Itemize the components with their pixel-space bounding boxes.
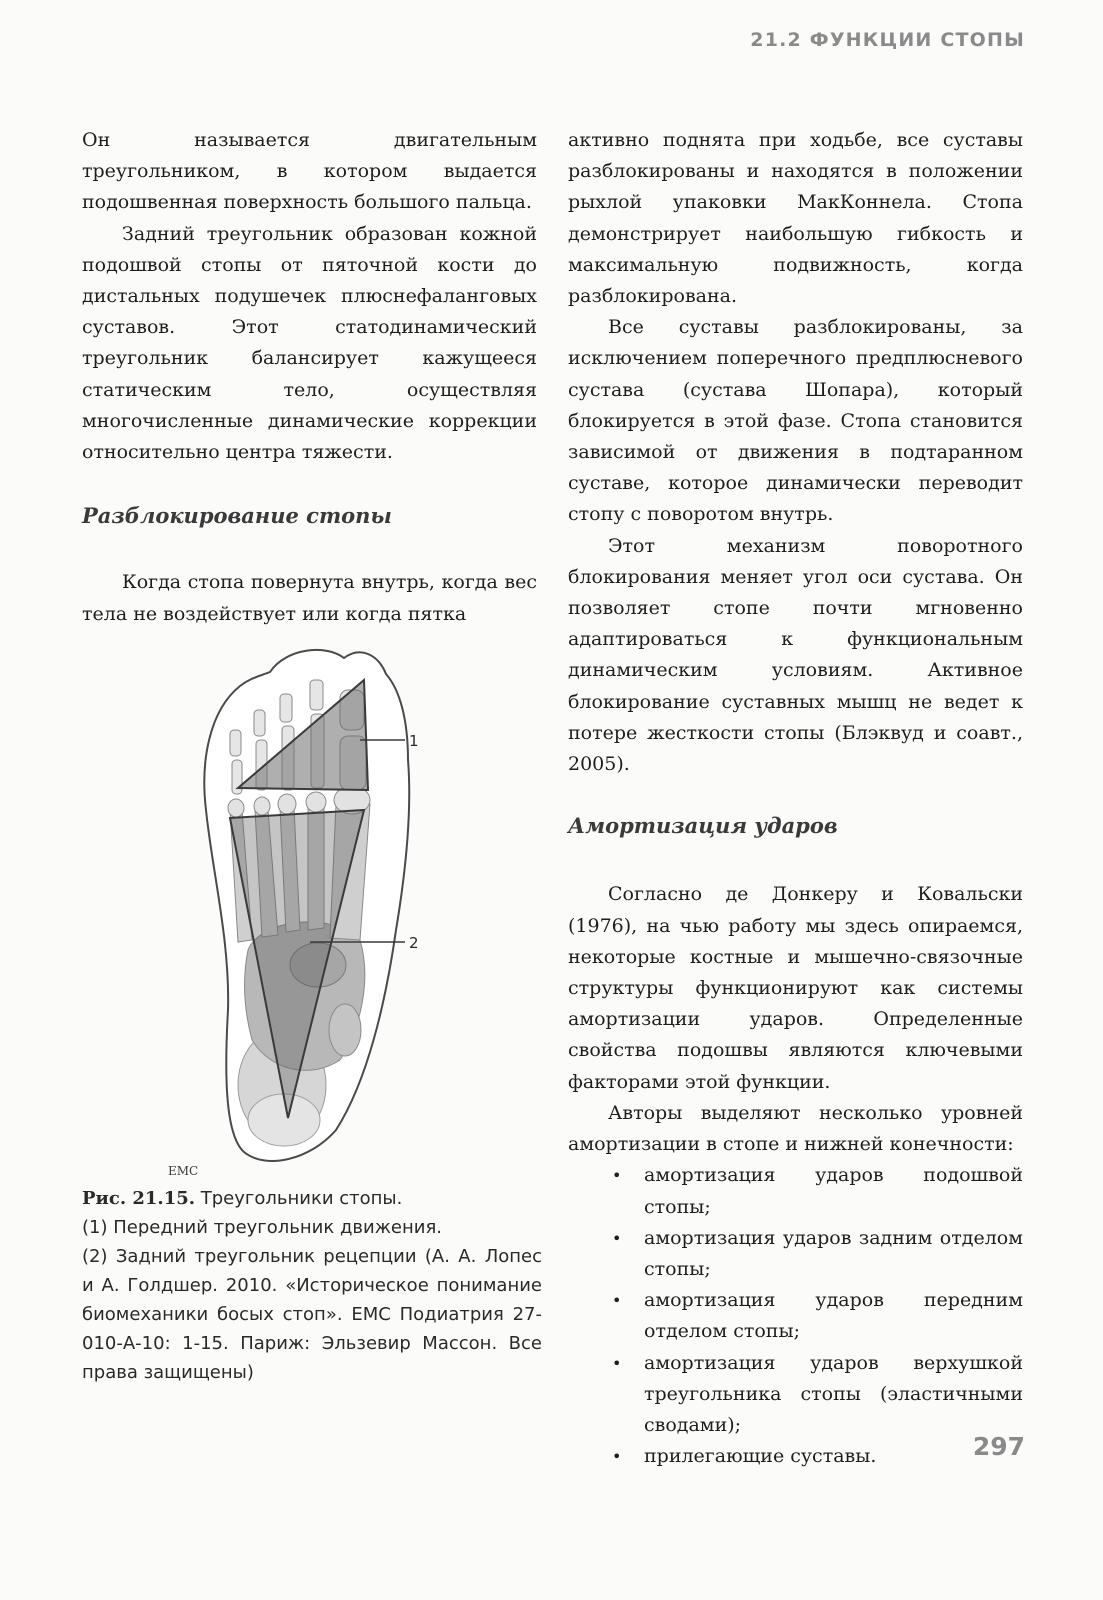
bullet-marker: • <box>612 1447 622 1467</box>
left-column <box>82 125 537 630</box>
paragraph: Все суставы разблокированы, за исключением поперечного предплюсневого сустава (сустава Шопара), который блокируется в этой фазе. Стопа становится зависимой от движения в подтаранном суставе, которое динамически переводит стопу с поворотом внутрь. <box>568 316 1023 526</box>
paragraph: Когда стопа повернута внутрь, когда вес тела не воздействует или когда пятка <box>82 571 537 625</box>
bullet-marker: • <box>612 1228 622 1248</box>
paragraph: Авторы выделяют несколько уровней амортизации в стопе и нижней конечности: <box>568 1101 1023 1156</box>
list-item <box>568 1285 1023 1347</box>
triangle-label-2: 2 <box>409 934 419 952</box>
paragraph: активно поднята при ходьбе, все суставы разблокированы и находятся в положении рыхлой упаковки МакКоннела. Стопа демонстрирует наибольшую гибкость и максимальную подвижность, когда разблокирована. <box>568 129 1023 308</box>
running-head: 21.2 ФУНКЦИИ СТОПЫ <box>750 29 1025 51</box>
section-heading: Амортизация ударов <box>568 813 838 839</box>
list-item <box>568 1348 1023 1442</box>
artist-signature: ЕМС <box>168 1164 199 1178</box>
list-item-text: амортизация ударов передним отделом стопы; <box>644 1289 1023 1343</box>
list-item-text: амортизация ударов задним отделом стопы; <box>644 1226 1023 1280</box>
foot-triangles-figure <box>168 640 440 1180</box>
list-item <box>568 1441 1023 1472</box>
section-heading: Разблокирование стопы <box>82 503 392 529</box>
paragraph: Задний треугольник образован кожной подошвой стопы от пяточной кости до дистальных подушечек плюснефаланговых суставов. Этот статодинамический треугольник балансирует кажущееся статическим тело, осуществляя многочисленные динамические коррекции относительно центра тяжести. <box>82 222 537 464</box>
figure-label: Рис. 21.15. <box>82 1188 196 1209</box>
caption-line: (1) Передний треугольник движения. <box>82 1217 442 1238</box>
foot-skeleton-illustration <box>168 640 440 1180</box>
list-item-text: амортизация ударов верхушкой треугольника стопы (эластичными сводами); <box>644 1351 1023 1436</box>
bullet-marker: • <box>612 1353 622 1373</box>
triangle-label-1: 1 <box>409 732 419 750</box>
list-item <box>568 1223 1023 1285</box>
caption-title: Треугольники стопы. <box>200 1188 403 1209</box>
list-item <box>568 1160 1023 1222</box>
paragraph: Он называется двигательным треугольником, в котором выдается подошвенная поверхность большого пальца. <box>82 129 537 214</box>
caption-line: (2) Задний треугольник рецепции (А. А. Лопес и А. Голдшер. 2010. «Историческое понимание биомеханики босых стоп». ЕМС Подиатрия 27-010-А-10: 1-15. Париж: Эльзевир Массон. Все права защищены) <box>82 1246 542 1383</box>
page-number: 297 <box>972 1432 1025 1461</box>
bullet-marker: • <box>612 1291 622 1311</box>
list-item-text: прилегающие суставы. <box>644 1445 877 1468</box>
caption-title-line <box>82 1184 542 1213</box>
bullet-marker: • <box>612 1166 622 1186</box>
figure-caption <box>82 1184 542 1387</box>
right-column <box>568 125 1023 1472</box>
paragraph: Этот механизм поворотного блокирования меняет угол оси сустава. Он позволяет стопе почти мгновенно адаптироваться к функциональным динамическим условиям. Активное блокирование суставных мышц не ведет к потере жесткости стопы (Блэквуд и соавт., 2005). <box>568 534 1023 776</box>
paragraph: Согласно де Донкеру и Ковальски (1976), на чью работу мы здесь опираемся, некоторые костные и мышечно-связочные структуры функционируют как системы амортизации ударов. Определенные свойства подошвы являются ключевыми факторами этой функции. <box>568 883 1023 1093</box>
bullet-list <box>568 1160 1023 1472</box>
list-item-text: амортизация ударов подошвой стопы; <box>644 1164 1023 1218</box>
